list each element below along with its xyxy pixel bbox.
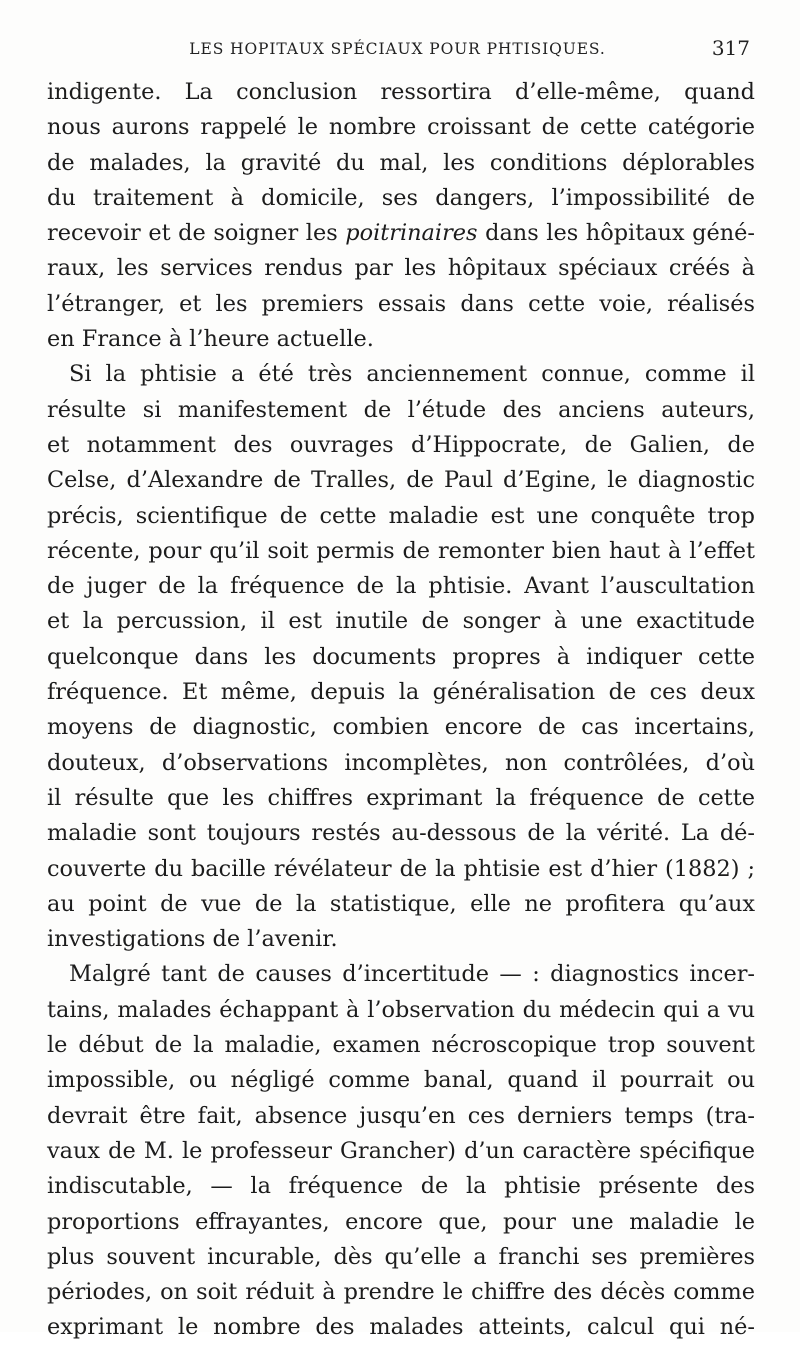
text-line: indiscutable, — la fréquence de la phtisie présente des xyxy=(47,1173,755,1200)
text-line: raux, les services rendus par les hôpitaux spéciaux créés à xyxy=(47,255,755,282)
text-line: et la percussion, il est inutile de songer à une exactitude xyxy=(47,608,755,635)
text-line: vaux de M. le professeur Grancher) d’un caractère spécifique xyxy=(47,1137,755,1164)
text-line xyxy=(47,216,755,251)
text-line: maladie sont toujours restés au-dessous de la vérité. La dé- xyxy=(47,820,755,847)
text-line: de juger de la fréquence de la phtisie. Avant l’auscultation xyxy=(47,573,755,600)
text-line: en France à l’heure actuelle. xyxy=(47,326,374,353)
text-line: Si la phtisie a été très anciennement connue, comme il xyxy=(69,361,755,388)
text-line: exprimant le nombre des malades atteints, calcul qui né- xyxy=(47,1314,755,1341)
text-line: plus souvent incurable, dès qu’elle a franchi ses premières xyxy=(47,1243,755,1270)
text-line: récente, pour qu’il soit permis de remonter bien haut à l’effet xyxy=(47,537,755,564)
text-line: couverte du bacille révélateur de la phtisie est d’hier (1882) ; xyxy=(47,855,755,882)
text-line: investigations de l’avenir. xyxy=(47,926,338,953)
running-title: LES HOPITAUX SPÉCIAUX POUR PHTISIQUES. xyxy=(189,40,606,58)
text-line: de malades, la gravité du mal, les conditions déplorables xyxy=(47,149,755,176)
text-segment: recevoir et de soigner les xyxy=(47,220,346,247)
running-head xyxy=(45,32,750,64)
text-line: Celse, d’Alexandre de Tralles, de Paul d’Egine, le diagnostic xyxy=(47,467,755,494)
body-text xyxy=(47,75,755,1346)
text-line: fréquence. Et même, depuis la généralisation de ces deux xyxy=(47,679,755,706)
text-line: résulte si manifestement de l’étude des anciens auteurs, xyxy=(47,396,755,423)
text-line: impossible, ou négligé comme banal, quand il pourrait ou xyxy=(47,1067,755,1094)
text-line: du traitement à domicile, ses dangers, l’impossibilité de xyxy=(47,184,755,211)
text-line: quelconque dans les documents propres à indiquer cette xyxy=(47,643,755,670)
text-line: il résulte que les chiffres exprimant la fréquence de cette xyxy=(47,784,755,811)
text-segment: dans les hôpitaux géné- xyxy=(477,220,756,247)
text-line: périodes, on soit réduit à prendre le chiffre des décès comme xyxy=(47,1279,755,1306)
text-line: le début de la maladie, examen nécroscopique trop souvent xyxy=(47,1032,755,1059)
text-line: indigente. La conclusion ressortira d’elle-même, quand xyxy=(47,79,755,105)
text-line: douteux, d’observations incomplètes, non contrôlées, d’où xyxy=(47,749,755,776)
text-line: précis, scientifique de cette maladie est une conquête trop xyxy=(47,502,755,529)
text-line: moyens de diagnostic, combien encore de cas incertains, xyxy=(47,714,755,741)
text-line: Malgré tant de causes d’incertitude — : diagnostics incer- xyxy=(69,961,755,988)
page-number: 317 xyxy=(711,36,750,60)
text-line: tains, malades échappant à l’observation du médecin qui a vu xyxy=(47,996,755,1023)
text-line: l’étranger, et les premiers essais dans cette voie, réalisés xyxy=(47,290,755,317)
text-line: devrait être fait, absence jusqu’en ces derniers temps (tra- xyxy=(47,1102,755,1129)
text-line: et notamment des ouvrages d’Hippocrate, de Galien, de xyxy=(47,431,755,458)
text-line: proportions effrayantes, encore que, pour une maladie le xyxy=(47,1208,755,1235)
italic-term: poitrinaires xyxy=(345,220,478,247)
text-line: au point de vue de la statistique, elle ne profitera qu’aux xyxy=(47,890,755,917)
text-line: nous aurons rappelé le nombre croissant de cette catégorie xyxy=(47,114,755,141)
